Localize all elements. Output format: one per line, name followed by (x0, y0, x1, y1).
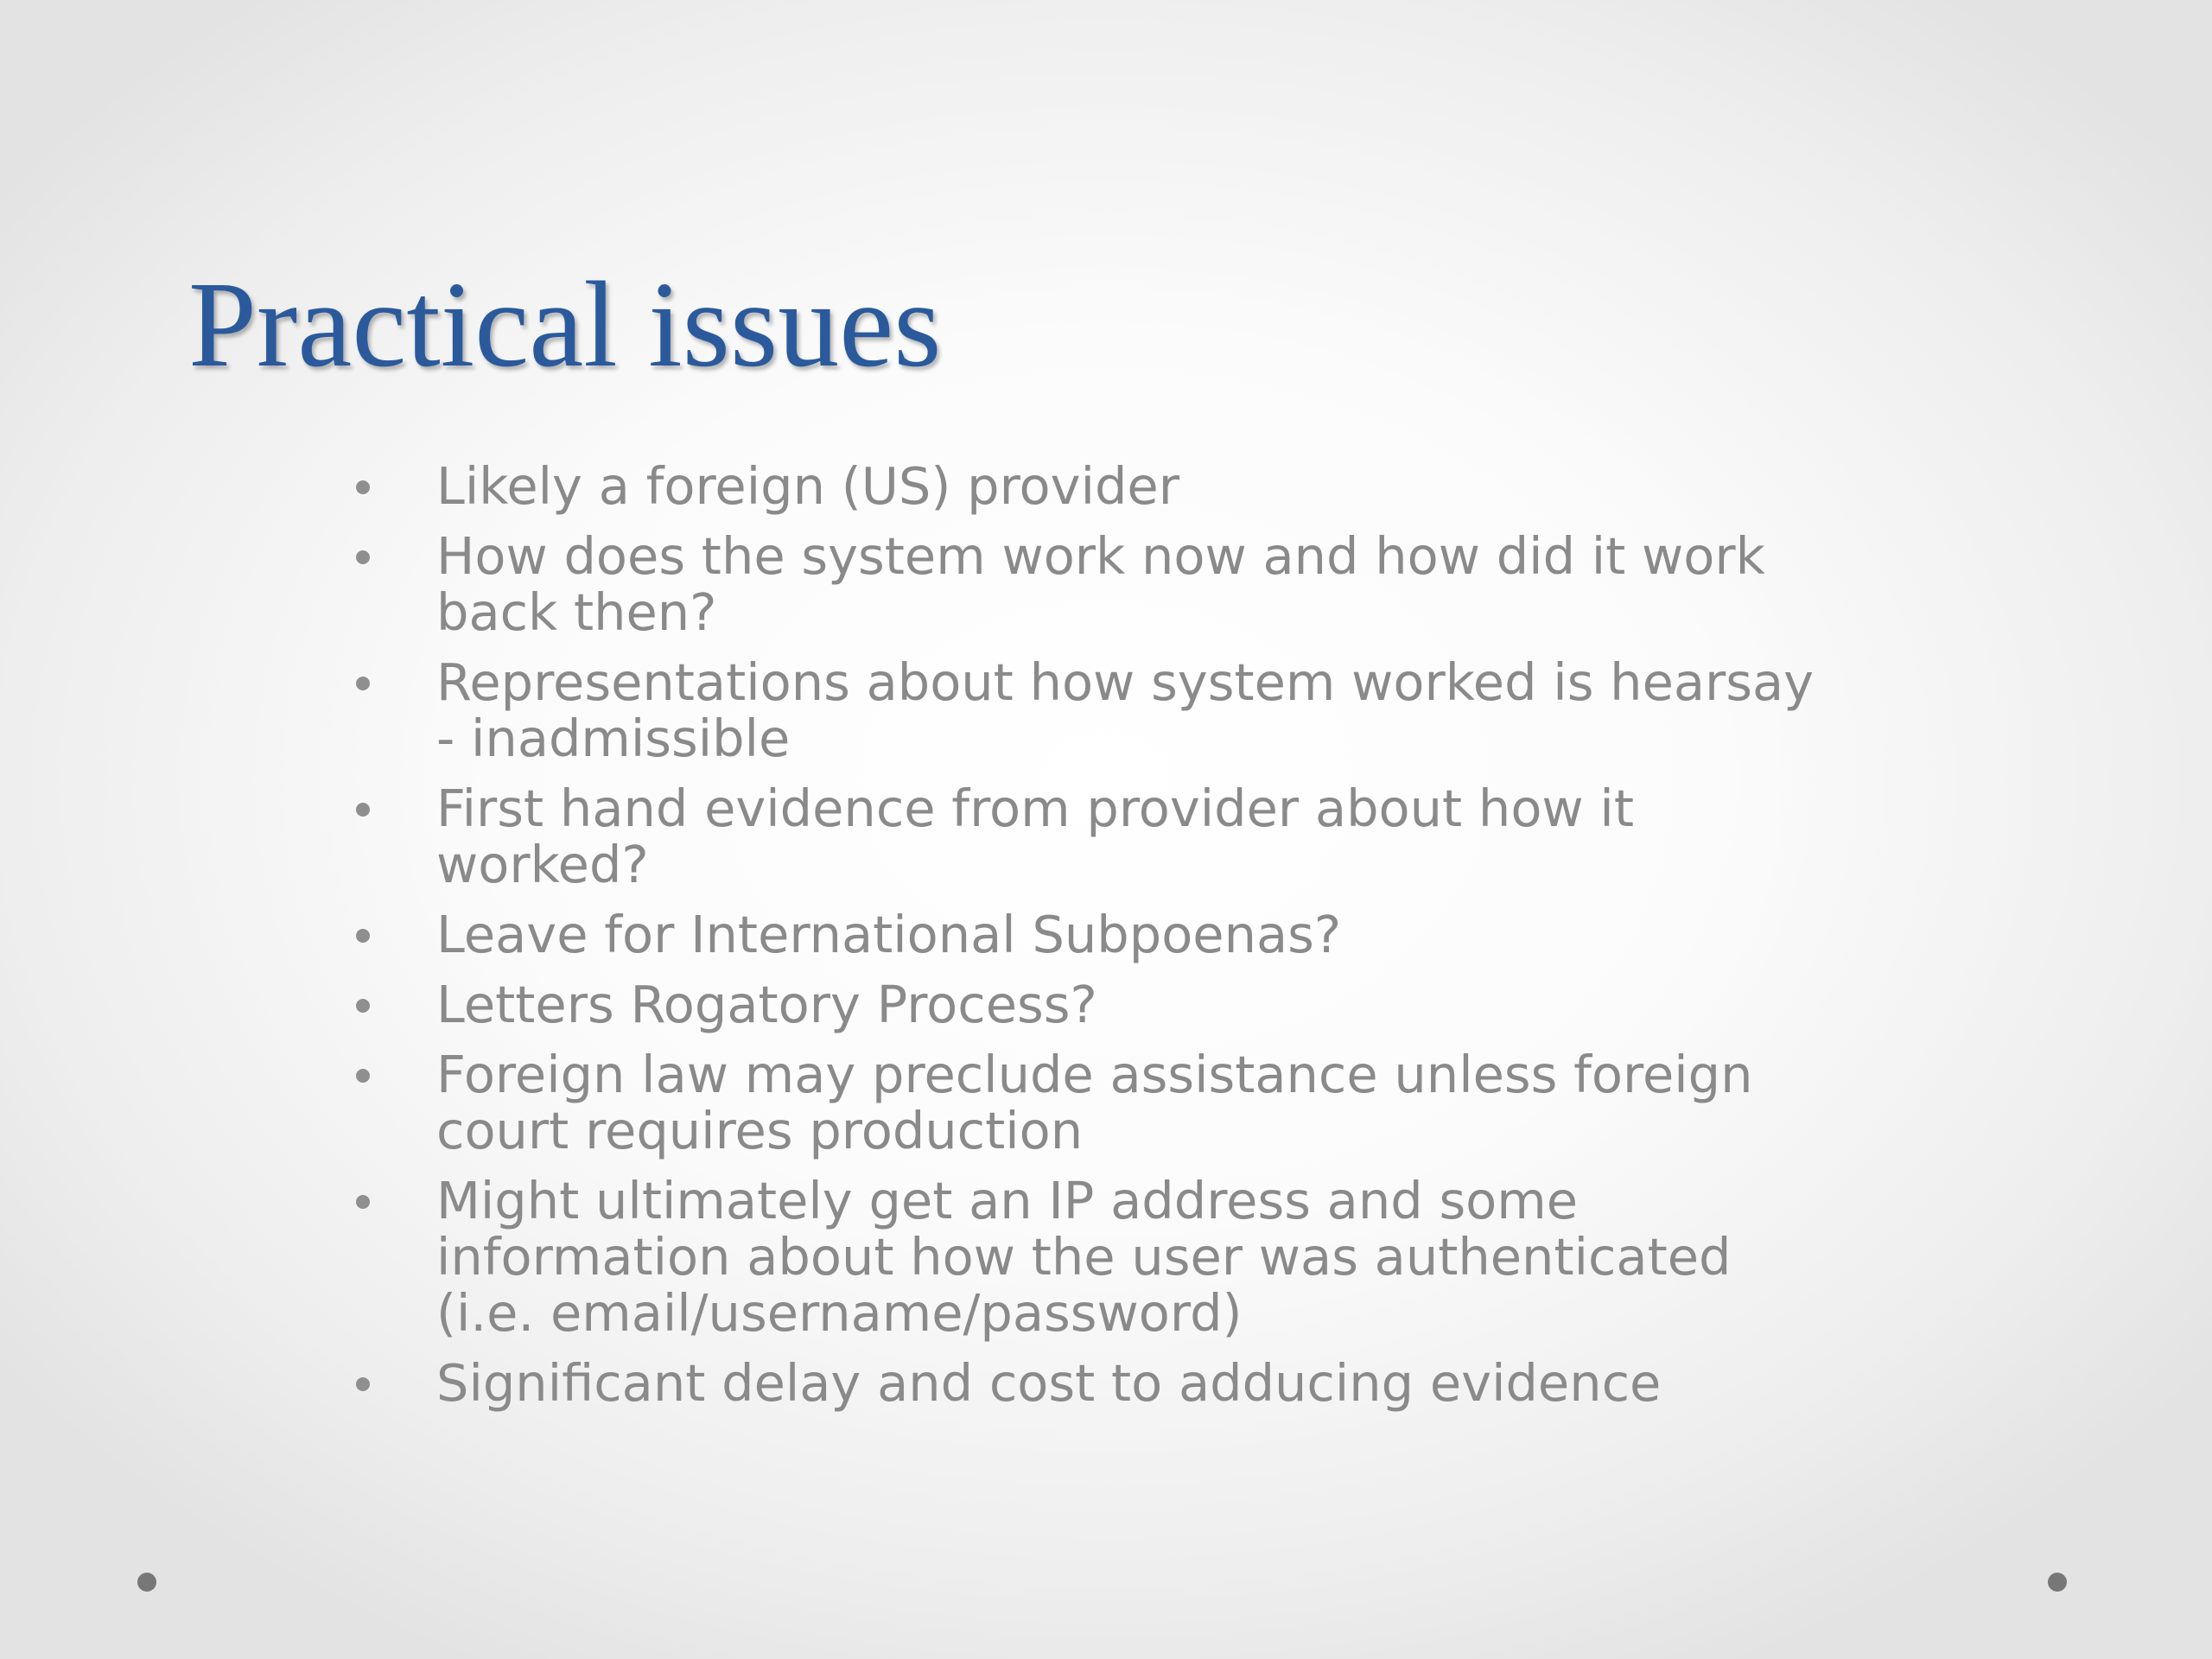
bullet-dot-icon (356, 999, 370, 1013)
bullet-dot-icon (356, 1195, 370, 1209)
bullet-list (0, 458, 2212, 1425)
bullet-text: Letters Rogatory Process? (436, 975, 1097, 1034)
bullet-item (0, 976, 1836, 1033)
bullet-text: Significant delay and cost to adducing evidence (436, 1353, 1662, 1413)
slide-title: Practical issues (188, 256, 942, 392)
bullet-text: Foreign law may preclude assistance unless foreign court requires production (436, 1045, 1753, 1160)
bullet-text: First hand evidence from provider about how it worked? (436, 779, 1634, 894)
bullet-item (0, 1355, 1836, 1411)
bullet-dot-icon (356, 550, 370, 564)
bullet-dot-icon (356, 677, 370, 690)
bullet-text: Likely a foreign (US) provider (436, 456, 1179, 516)
bullet-dot-icon (356, 929, 370, 943)
bullet-item (0, 1173, 1836, 1341)
bullet-item (0, 458, 1836, 514)
bullet-dot-icon (356, 803, 370, 817)
bullet-text: How does the system work now and how did it work back then? (436, 526, 1765, 642)
corner-dot-left-icon (137, 1573, 156, 1592)
corner-dot-right-icon (2048, 1573, 2067, 1592)
bullet-text: Might ultimately get an IP address and some information about how the user was authenticated (i.e. email/username/password) (436, 1171, 1732, 1343)
bullet-item (0, 906, 1836, 963)
bullet-dot-icon (356, 1377, 370, 1391)
bullet-dot-icon (356, 1069, 370, 1083)
bullet-dot-icon (356, 480, 370, 494)
bullet-text: Representations about how system worked is hearsay - inadmissible (436, 652, 1815, 768)
bullet-item (0, 1046, 1836, 1159)
bullet-item (0, 528, 1836, 640)
bullet-item (0, 780, 1836, 893)
bullet-text: Leave for International Subpoenas? (436, 905, 1342, 964)
bullet-item (0, 654, 1836, 766)
